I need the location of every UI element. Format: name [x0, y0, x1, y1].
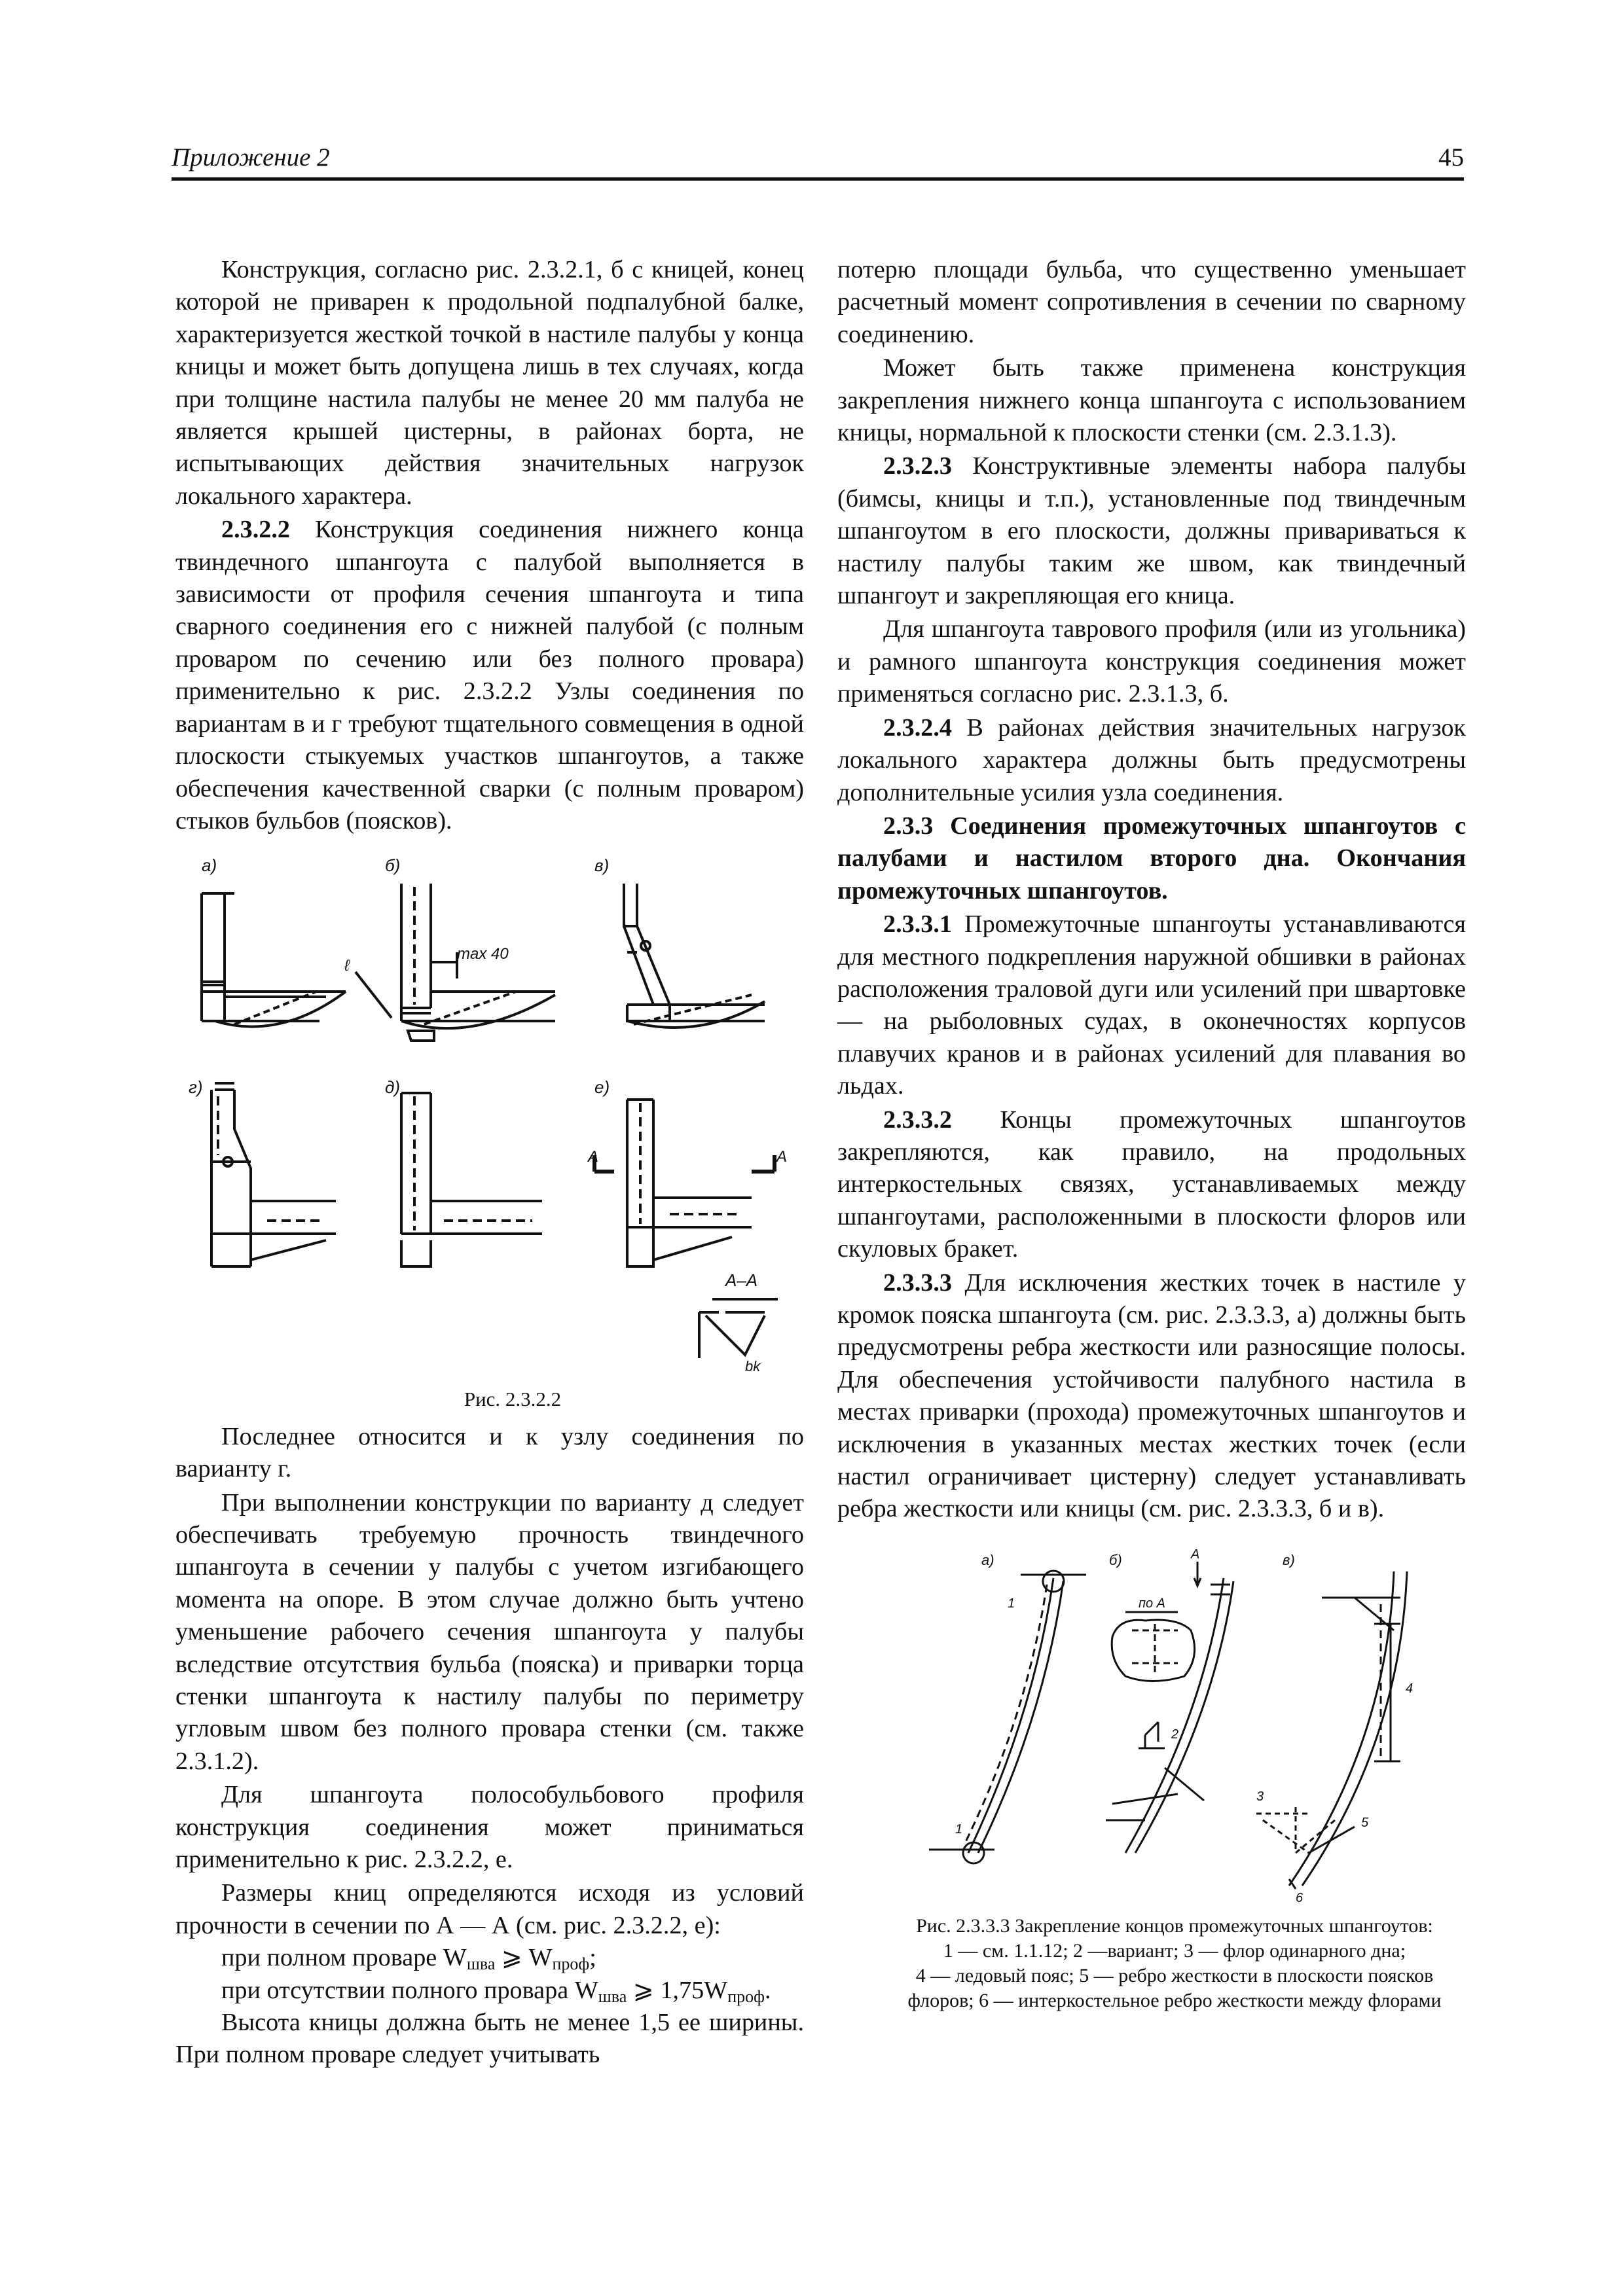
figure-2-3-2-2: [175, 854, 804, 1411]
paragraph: 2.3.3.3 Для исключения жестких точек в настиле у кромок пояска шпангоута (см. рис. 2.3.3.3, а) должны быть предусмотрены ребра жесткости или разносящие полосы. Для обеспечения устойчивости палубного настила в местах приварки (прохода) промежуточных шпангоутов и исключения в указанных местах жестких точек (если настил ограничивает цистерну) следует устанавливать ребра жесткости или кницы (см. рис. 2.3.3.3, б и в).: [837, 1268, 1466, 1523]
clause-number: 2.3.2.2: [221, 516, 291, 544]
right-column: [837, 254, 1466, 2022]
figure-caption-line: 4 — ледовый пояс; 5 — ребро жесткости в плоскости поясков: [915, 1965, 1434, 1987]
figure-caption-line: флоров; 6 — интеркостельное ребро жесткости между флорами: [907, 1990, 1442, 2012]
figure-label: б): [1109, 1551, 1122, 1568]
header-rule: [172, 177, 1464, 181]
callout-number: 5: [1361, 1815, 1369, 1830]
clause-number: 2.3.2.4: [883, 713, 953, 742]
figure-2-3-2-2-drawing: [175, 854, 804, 1378]
left-column: [175, 254, 804, 2072]
figure-label: г): [189, 1077, 203, 1098]
paragraph: 2.3.2.2 Конструкция соединения нижнего конца твиндечного шпангоута с палубой выполняется в зависимости от профиля сечения шпангоута и типа сварного соединения его с нижней палубой (с полным проваром по сечению или без полного провара) применительно к рис. 2.3.2.2 Узлы соединения по вариантам в и г требуют тщательного совмещения в одной плоскости стыкуемых участков шпангоутов, а также обеспечения качественной сварки (с полным проваром) стыков бульбов (поясков).: [175, 516, 804, 834]
page-number: 45: [1438, 143, 1464, 171]
paragraph: Для шпангоута полособульбового профиля конструкция соединения может приниматься применительно к рис. 2.3.2.2, е.: [175, 1781, 804, 1873]
figure-label: а): [981, 1551, 994, 1568]
clause-number: 2.3.3.2: [883, 1105, 953, 1134]
section-mark: А: [588, 1148, 599, 1166]
figure-caption-line: Рис. 2.3.3.3 Закрепление концов промежуточных шпангоутов:: [916, 1915, 1433, 1937]
clause-number: 2.3.3.1: [883, 910, 953, 939]
figure-caption: Рис. 2.3.2.2: [464, 1387, 562, 1410]
figure-label: а): [202, 855, 217, 876]
figure-label: е): [594, 1077, 610, 1098]
callout-number: 6: [1296, 1890, 1304, 1905]
paragraph: При выполнении конструкции по варианту д следует обеспечивать требуемую прочность твиндечного шпангоута в сечении у палубы с учетом изгибающего момента на опоре. В этом случае должно быть учтено уменьшение рабочего сечения шпангоута у палубы вследствие отсутствия бульба (пояска) и приварки торца стенки шпангоута к настилу палубы по периметру угловым швом без полного провара стенки (см. также 2.3.1.2).: [175, 1488, 804, 1775]
figure-caption-line: 1 — см. 1.1.12; 2 —вариант; 3 — флор одинарного дна;: [943, 1940, 1406, 1962]
paragraph: Для шпангоута таврового профиля (или из угольника) и рамного шпангоута конструкция соединения может применяться согласно рис. 2.3.1.3, б.: [837, 615, 1466, 708]
callout-number: 2: [1171, 1727, 1179, 1742]
callout-number: 1: [955, 1821, 963, 1837]
clause-number: 2.3.3.3: [883, 1268, 953, 1297]
figure-2-3-3-3-drawing: [837, 1545, 1466, 1905]
section-heading: 2.3.3 Соединения промежуточных шпангоутов с палубами и настилом второго дна. Окончания промежуточных шпангоутов.: [837, 812, 1466, 905]
figure-label: д): [385, 1077, 401, 1098]
paragraph: потерю площади бульба, что существенно уменьшает расчетный момент сопротивления в сечении по сварному соединению.: [837, 256, 1466, 348]
max-label: max 40: [457, 945, 509, 963]
formula-full-penetration: при полном проваре $W_{шва}$ ⩾ $W_{проф}$;: [221, 1944, 596, 1974]
formula-partial-penetration: при отсутствии полного провара $W_{шва}$ ⩾ $1,75W_{проф}$.: [221, 1976, 771, 2006]
paragraph: 2.3.3.2 Концы промежуточных шпангоутов закрепляются, как правило, на продольных интеркостельных связях, устанавливаемых между шпангоутами, расположенными в плоскости флоров или скуловых бракет.: [837, 1105, 1466, 1263]
section-label: А–А: [725, 1270, 758, 1291]
paragraph: 2.3.2.4 В районах действия значительных нагрузок локального характера должны быть предусмотрены дополнительные усилия узла соединения.: [837, 713, 1466, 806]
figure-label: в): [1283, 1551, 1295, 1568]
arrow-label: А: [1191, 1547, 1200, 1562]
figure-label: б): [385, 855, 401, 876]
paragraph: Конструкция, согласно рис. 2.3.2.1, б с кницей, конец которой не приварен к продольной подпалубной балке, характеризуется жесткой точкой в настиле палубы у конца кницы и может быть допущена лишь в тех случаях, когда при толщине настила палубы не менее 20 мм палуба не является крышей цистерны, в районах борта, не испытывающих действия значительных нагрузок локального характера.: [175, 256, 804, 510]
callout-number: 1: [1008, 1596, 1015, 1611]
figure-2-3-3-3: [837, 1545, 1466, 2013]
paragraph: Высота кницы должна быть не менее 1,5 ее ширины. При полном проваре следует учитывать: [175, 2009, 804, 2069]
paragraph: 2.3.3.1 Промежуточные шпангоуты устанавливаются для местного подкрепления наружной обшивки в районах расположения траловой дуги или усилений при швартовке — на рыболовных судах, в оконечностях корпусов плавучих кранов и в районах усилений для плавания во льдах.: [837, 910, 1466, 1100]
page-header: [172, 143, 1464, 177]
svg-text:bk: bk: [745, 1358, 761, 1375]
paragraph: Последнее относится и к узлу соединения по варианту г.: [175, 1422, 804, 1483]
view-label: по А: [1139, 1596, 1166, 1611]
running-title: Приложение 2: [172, 143, 330, 171]
callout-number: 3: [1256, 1789, 1264, 1804]
svg-text:ℓ: ℓ: [344, 957, 350, 975]
paragraph: 2.3.2.3 Конструктивные элементы набора палубы (бимсы, кницы и т.п.), установленные под твиндечным шпангоутом в его плоскости, должны привариваться к настилу палубы таким же швом, как твиндечный шпангоут и закрепляющая его кница.: [837, 452, 1466, 610]
paragraph: Размеры книц определяются исходя из условий прочности в сечении по А — А (см. рис. 2.3.2.2, е):: [175, 1879, 804, 1939]
clause-number: 2.3.2.3: [883, 452, 953, 480]
section-mark: А: [776, 1148, 788, 1166]
callout-number: 4: [1406, 1681, 1413, 1696]
figure-label: в): [594, 855, 610, 876]
paragraph: Может быть также применена конструкция закрепления нижнего конца шпангоута с использованием кницы, нормальной к плоскости стенки (см. 2.3.1.3).: [837, 354, 1466, 447]
